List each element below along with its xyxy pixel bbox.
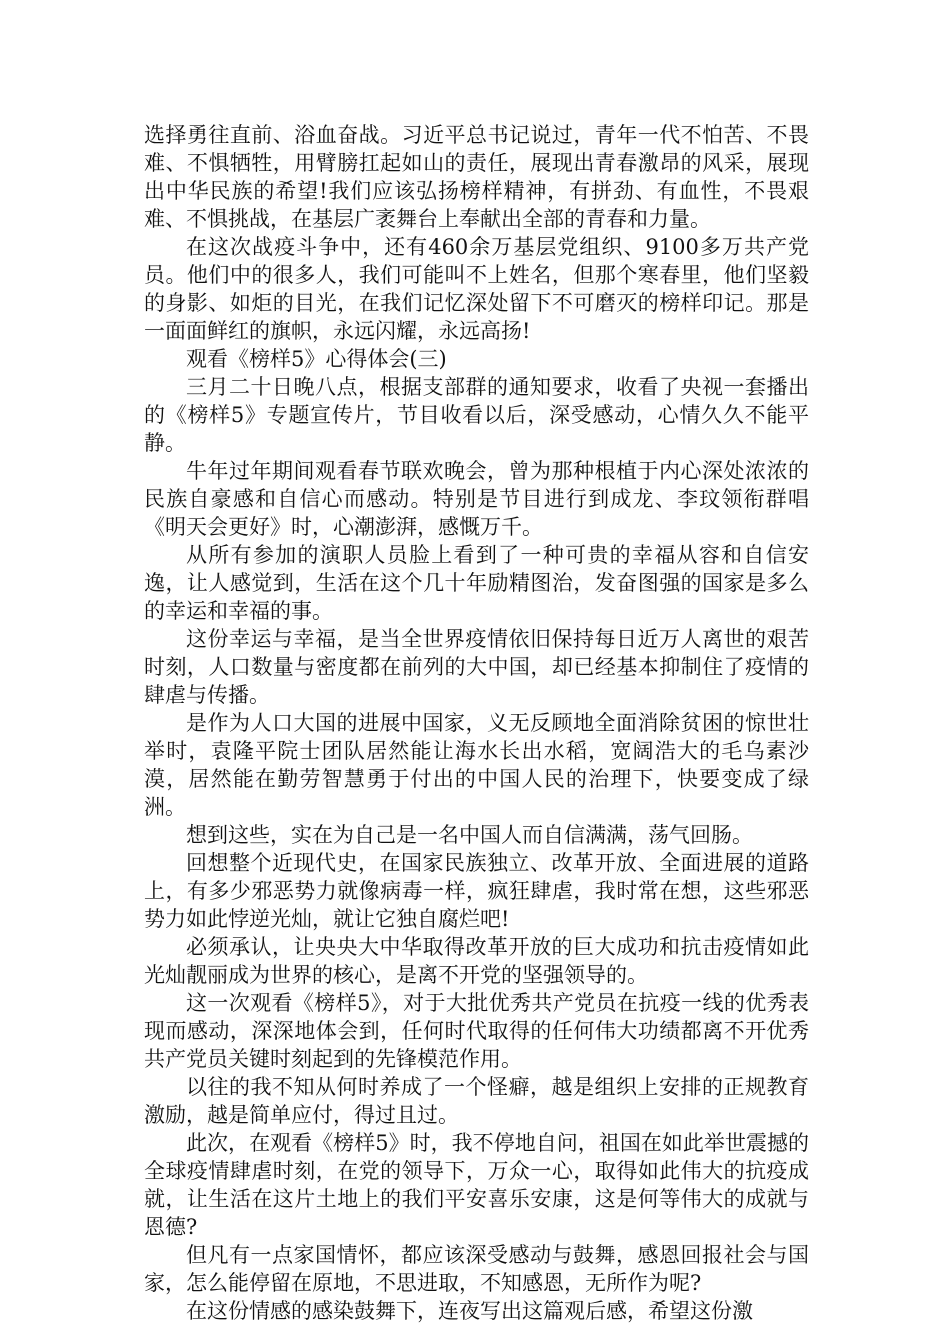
paragraph-13: 此次，在观看《榜样5》时，我不停地自问，祖国在如此举世震撼的全球疫情肆虐时刻，在党的领导下，万众一心，取得如此伟大的抗疫成就，让生活在这片土地上的我们平安喜乐安康，这是何等伟大的成就与恩德? — [144, 1131, 809, 1239]
paragraph-14: 但凡有一点家国情怀，都应该深受感动与鼓舞，感恩回报社会与国家，怎么能停留在原地，不思进取，不知感恩，无所作为呢? — [144, 1243, 809, 1295]
paragraph-9: 回想整个近现代史，在国家民族独立、改革开放、全面进展的道路上，有多少邪恶势力就像病毒一样，疯狂肆虐，我时常在想，这些邪恶势力如此悖逆光灿，就让它独自腐烂吧! — [144, 851, 809, 931]
paragraph-12: 以往的我不知从何时养成了一个怪癖，越是组织上安排的正规教育激励，越是简单应付，得过且过。 — [144, 1075, 809, 1127]
paragraph-10: 必须承认，让央央大中华取得改革开放的巨大成功和抗击疫情如此光灿靓丽成为世界的核心，是离不开党的坚强领导的。 — [144, 935, 809, 987]
paragraph-11: 这一次观看《榜样5》，对于大批优秀共产党员在抗疫一线的优秀表现而感动，深深地体会到，任何时代取得的任何伟大功绩都离不开优秀共产党员关键时刻起到的先锋模范作用。 — [144, 991, 809, 1071]
document-page — [144, 121, 809, 1325]
paragraph-3: 三月二十日晚八点，根据支部群的通知要求，收看了央视一套播出的《榜样5》专题宣传片，节目收看以后，深受感动，心情久久不能平静。 — [144, 375, 809, 455]
paragraph-8: 想到这些，实在为自己是一名中国人而自信满满，荡气回肠。 — [186, 823, 753, 847]
paragraph-5: 从所有参加的演职人员脸上看到了一种可贵的幸福从容和自信安逸，让人感觉到，生活在这个几十年励精图治，发奋图强的国家是多么的幸运和幸福的事。 — [144, 543, 809, 623]
paragraph-6: 这份幸运与幸福，是当全世界疫情依旧保持每日近万人离世的艰苦时刻，人口数量与密度都在前列的大中国，却已经基本抑制住了疫情的肆虐与传播。 — [144, 627, 809, 707]
paragraph-15: 在这份情感的感染鼓舞下，连夜写出这篇观后感，希望这份激 — [186, 1299, 753, 1323]
paragraph-2: 在这次战疫斗争中，还有460余万基层党组织、9100多万共产党员。他们中的很多人，我们可能叫不上姓名，但那个寒春里，他们坚毅的身影、如炬的目光，在我们记忆深处留下不可磨灭的榜样印记。那是一面面鲜红的旗帜，永远闪耀，永远高扬! — [144, 235, 809, 343]
paragraph-1: 选择勇往直前、浴血奋战。习近平总书记说过，青年一代不怕苦、不畏难、不惧牺牲，用臂膀扛起如山的责任，展现出青春激昂的风采，展现出中华民族的希望!我们应该弘扬榜样精神，有拼劲、有血性，不畏艰难、不惧挑战，在基层广袤舞台上奉献出全部的青春和力量。 — [144, 123, 809, 231]
paragraph-4: 牛年过年期间观看春节联欢晚会，曾为那种根植于内心深处浓浓的民族自豪感和自信心而感动。特别是节目进行到成龙、李玟领衔群唱《明天会更好》时，心潮澎湃，感慨万千。 — [144, 459, 809, 539]
paragraph-7: 是作为人口大国的进展中国家，义无反顾地全面消除贫困的惊世壮举时，袁隆平院士团队居然能让海水长出水稻，宽阔浩大的毛乌素沙漠，居然能在勤劳智慧勇于付出的中国人民的治理下，快要变成了绿洲。 — [144, 711, 809, 819]
section-heading: 观看《榜样5》心得体会(三) — [186, 347, 447, 371]
